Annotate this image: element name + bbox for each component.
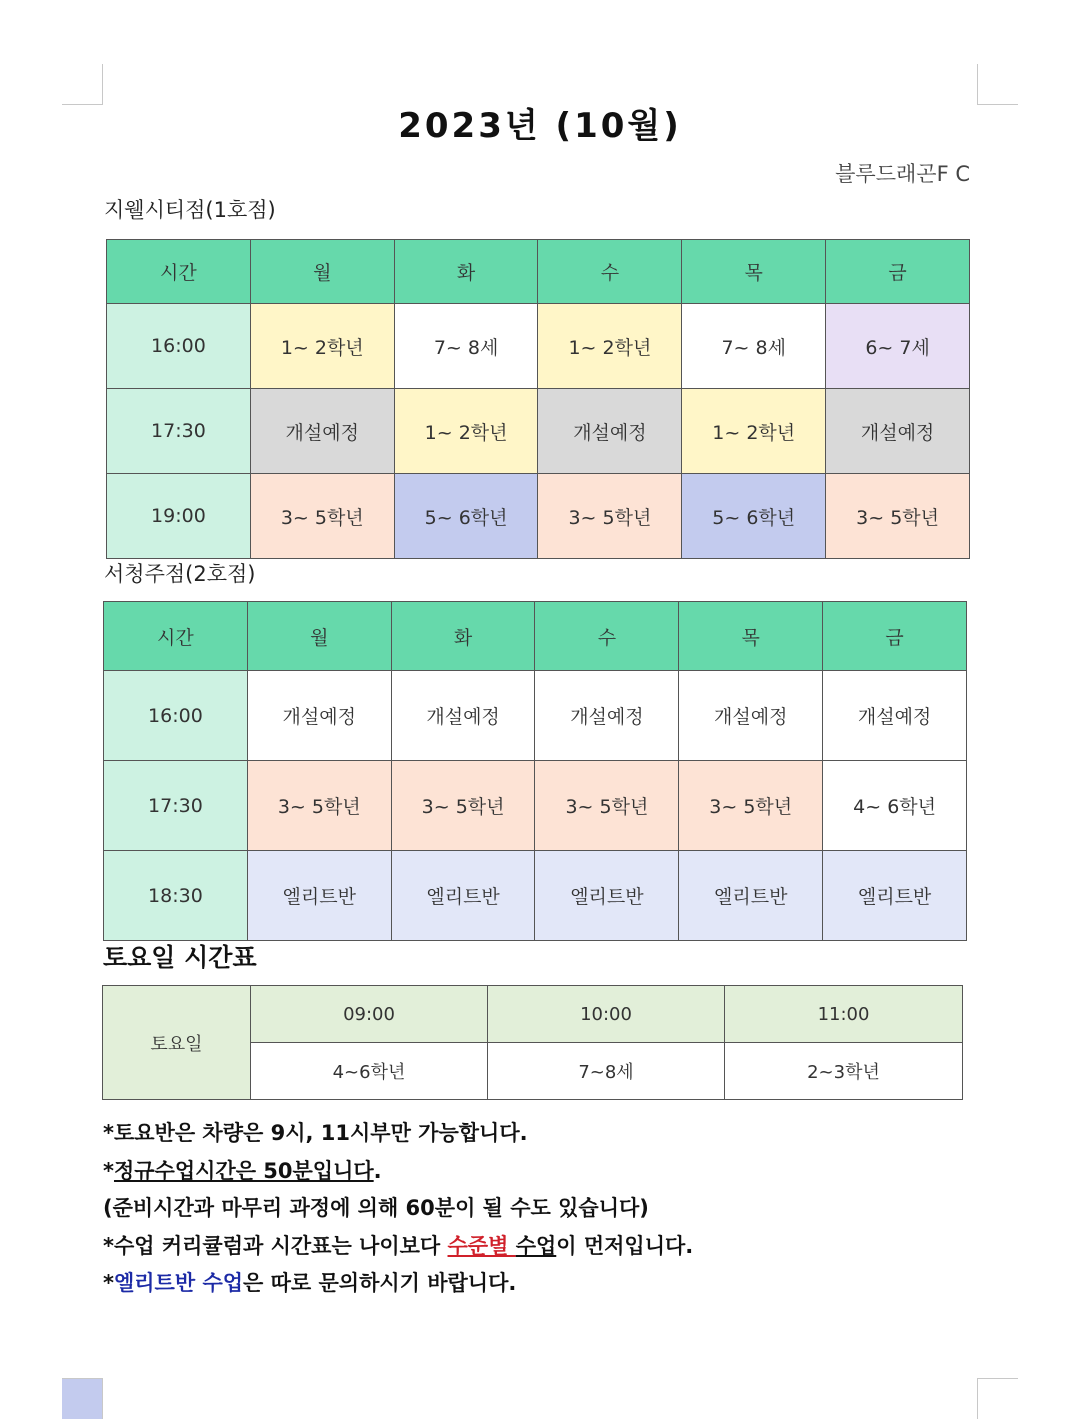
note-line [103,1190,693,1228]
class-cell: 3~ 5학년 [679,761,823,851]
class-cell: 엘리트반 [823,851,967,941]
class-cell: 개설예정 [535,671,679,761]
table-row [103,986,963,1043]
header-tue: 화 [391,602,535,671]
class-cell: 7~ 8세 [394,304,538,389]
header-time: 시간 [104,602,248,671]
saturday-heading: 토요일 시간표 [103,943,257,972]
header-tue: 화 [394,240,538,304]
class-cell: 3~ 5학년 [538,474,682,559]
note-highlight-text: 엘리트반 수업 [113,1271,244,1295]
table-row [107,304,970,389]
class-cell: 5~ 6학년 [394,474,538,559]
organization-name: 블루드래곤F C [835,162,970,186]
class-cell: 개설예정 [247,671,391,761]
table-row [104,671,967,761]
header-mon: 월 [250,240,394,304]
time-cell: 16:00 [104,671,248,761]
class-cell: 개설예정 [826,389,970,474]
header-mon: 월 [247,602,391,671]
time-cell: 18:30 [104,851,248,941]
table-header-row [107,240,970,304]
table-row [104,761,967,851]
note-text: 은 따로 문의하시기 바랍니다. [243,1271,517,1295]
note-line [103,1228,693,1266]
class-cell: 엘리트반 [535,851,679,941]
table-header-row [104,602,967,671]
note-text: * [103,1271,114,1295]
time-cell: 19:00 [107,474,251,559]
saturday-day-cell: 토요일 [103,986,251,1100]
time-cell: 17:30 [107,389,251,474]
class-cell: 개설예정 [538,389,682,474]
class-cell: 3~ 5학년 [250,474,394,559]
class-cell: 1~ 2학년 [682,389,826,474]
note-text: . [373,1158,382,1183]
branch2-label: 서청주점(2호점) [104,562,256,586]
class-cell: 1~ 2학년 [250,304,394,389]
class-cell: 엘리트반 [391,851,535,941]
class-cell: 6~ 7세 [826,304,970,389]
notes-section [103,1115,693,1303]
time-cell: 17:30 [104,761,248,851]
class-cell: 3~ 5학년 [247,761,391,851]
class-cell: 3~ 5학년 [535,761,679,851]
saturday-timetable [102,985,963,1100]
class-cell: 5~ 6학년 [682,474,826,559]
branch2-timetable [103,601,967,941]
class-cell: 7~ 8세 [682,304,826,389]
note-line [103,1153,693,1191]
class-cell: 개설예정 [250,389,394,474]
note-text: * [103,1158,114,1183]
header-time: 시간 [107,240,251,304]
class-cell: 4~6학년 [251,1043,488,1100]
class-cell: 1~ 2학년 [538,304,682,389]
table-row [107,389,970,474]
header-thu: 목 [679,602,823,671]
time-cell: 10:00 [488,986,725,1043]
note-text: 이 먼저입니다. [556,1233,694,1258]
note-line [103,1115,693,1153]
time-cell: 11:00 [725,986,963,1043]
class-cell: 7~8세 [488,1043,725,1100]
note-text: *토요반은 차량은 9시, 11시부만 가능합니다. [103,1121,528,1145]
note-text: *수업 커리큘럼과 시간표는 나이보다 [103,1233,448,1258]
table-row [107,474,970,559]
branch1-timetable [106,239,970,559]
note-text: (준비시간과 마무리 과정에 의해 60분이 될 수도 있습니다) [103,1196,649,1220]
note-underlined-text: 정규수업시간은 50분입니다 [113,1158,374,1183]
time-cell: 09:00 [251,986,488,1043]
class-cell: 1~ 2학년 [394,389,538,474]
page-title: 2023년 (10월) [398,106,682,146]
class-cell: 3~ 5학년 [826,474,970,559]
header-fri: 금 [823,602,967,671]
table-row [104,851,967,941]
header-fri: 금 [826,240,970,304]
crop-mark-bottom-right [977,1378,1018,1419]
time-cell: 16:00 [107,304,251,389]
note-highlight-text: 수준별 [447,1233,516,1258]
class-cell: 2~3학년 [725,1043,963,1100]
class-cell: 엘리트반 [679,851,823,941]
class-cell: 개설예정 [391,671,535,761]
branch1-label: 지웰시티점(1호점) [104,198,276,222]
header-wed: 수 [538,240,682,304]
class-cell: 3~ 5학년 [391,761,535,851]
crop-mark-bottom-left [62,1378,103,1419]
header-thu: 목 [682,240,826,304]
class-cell: 개설예정 [679,671,823,761]
class-cell: 개설예정 [823,671,967,761]
note-line [103,1265,693,1303]
header-wed: 수 [535,602,679,671]
class-cell: 4~ 6학년 [823,761,967,851]
note-underlined-text: 수업 [515,1233,557,1258]
class-cell: 엘리트반 [247,851,391,941]
